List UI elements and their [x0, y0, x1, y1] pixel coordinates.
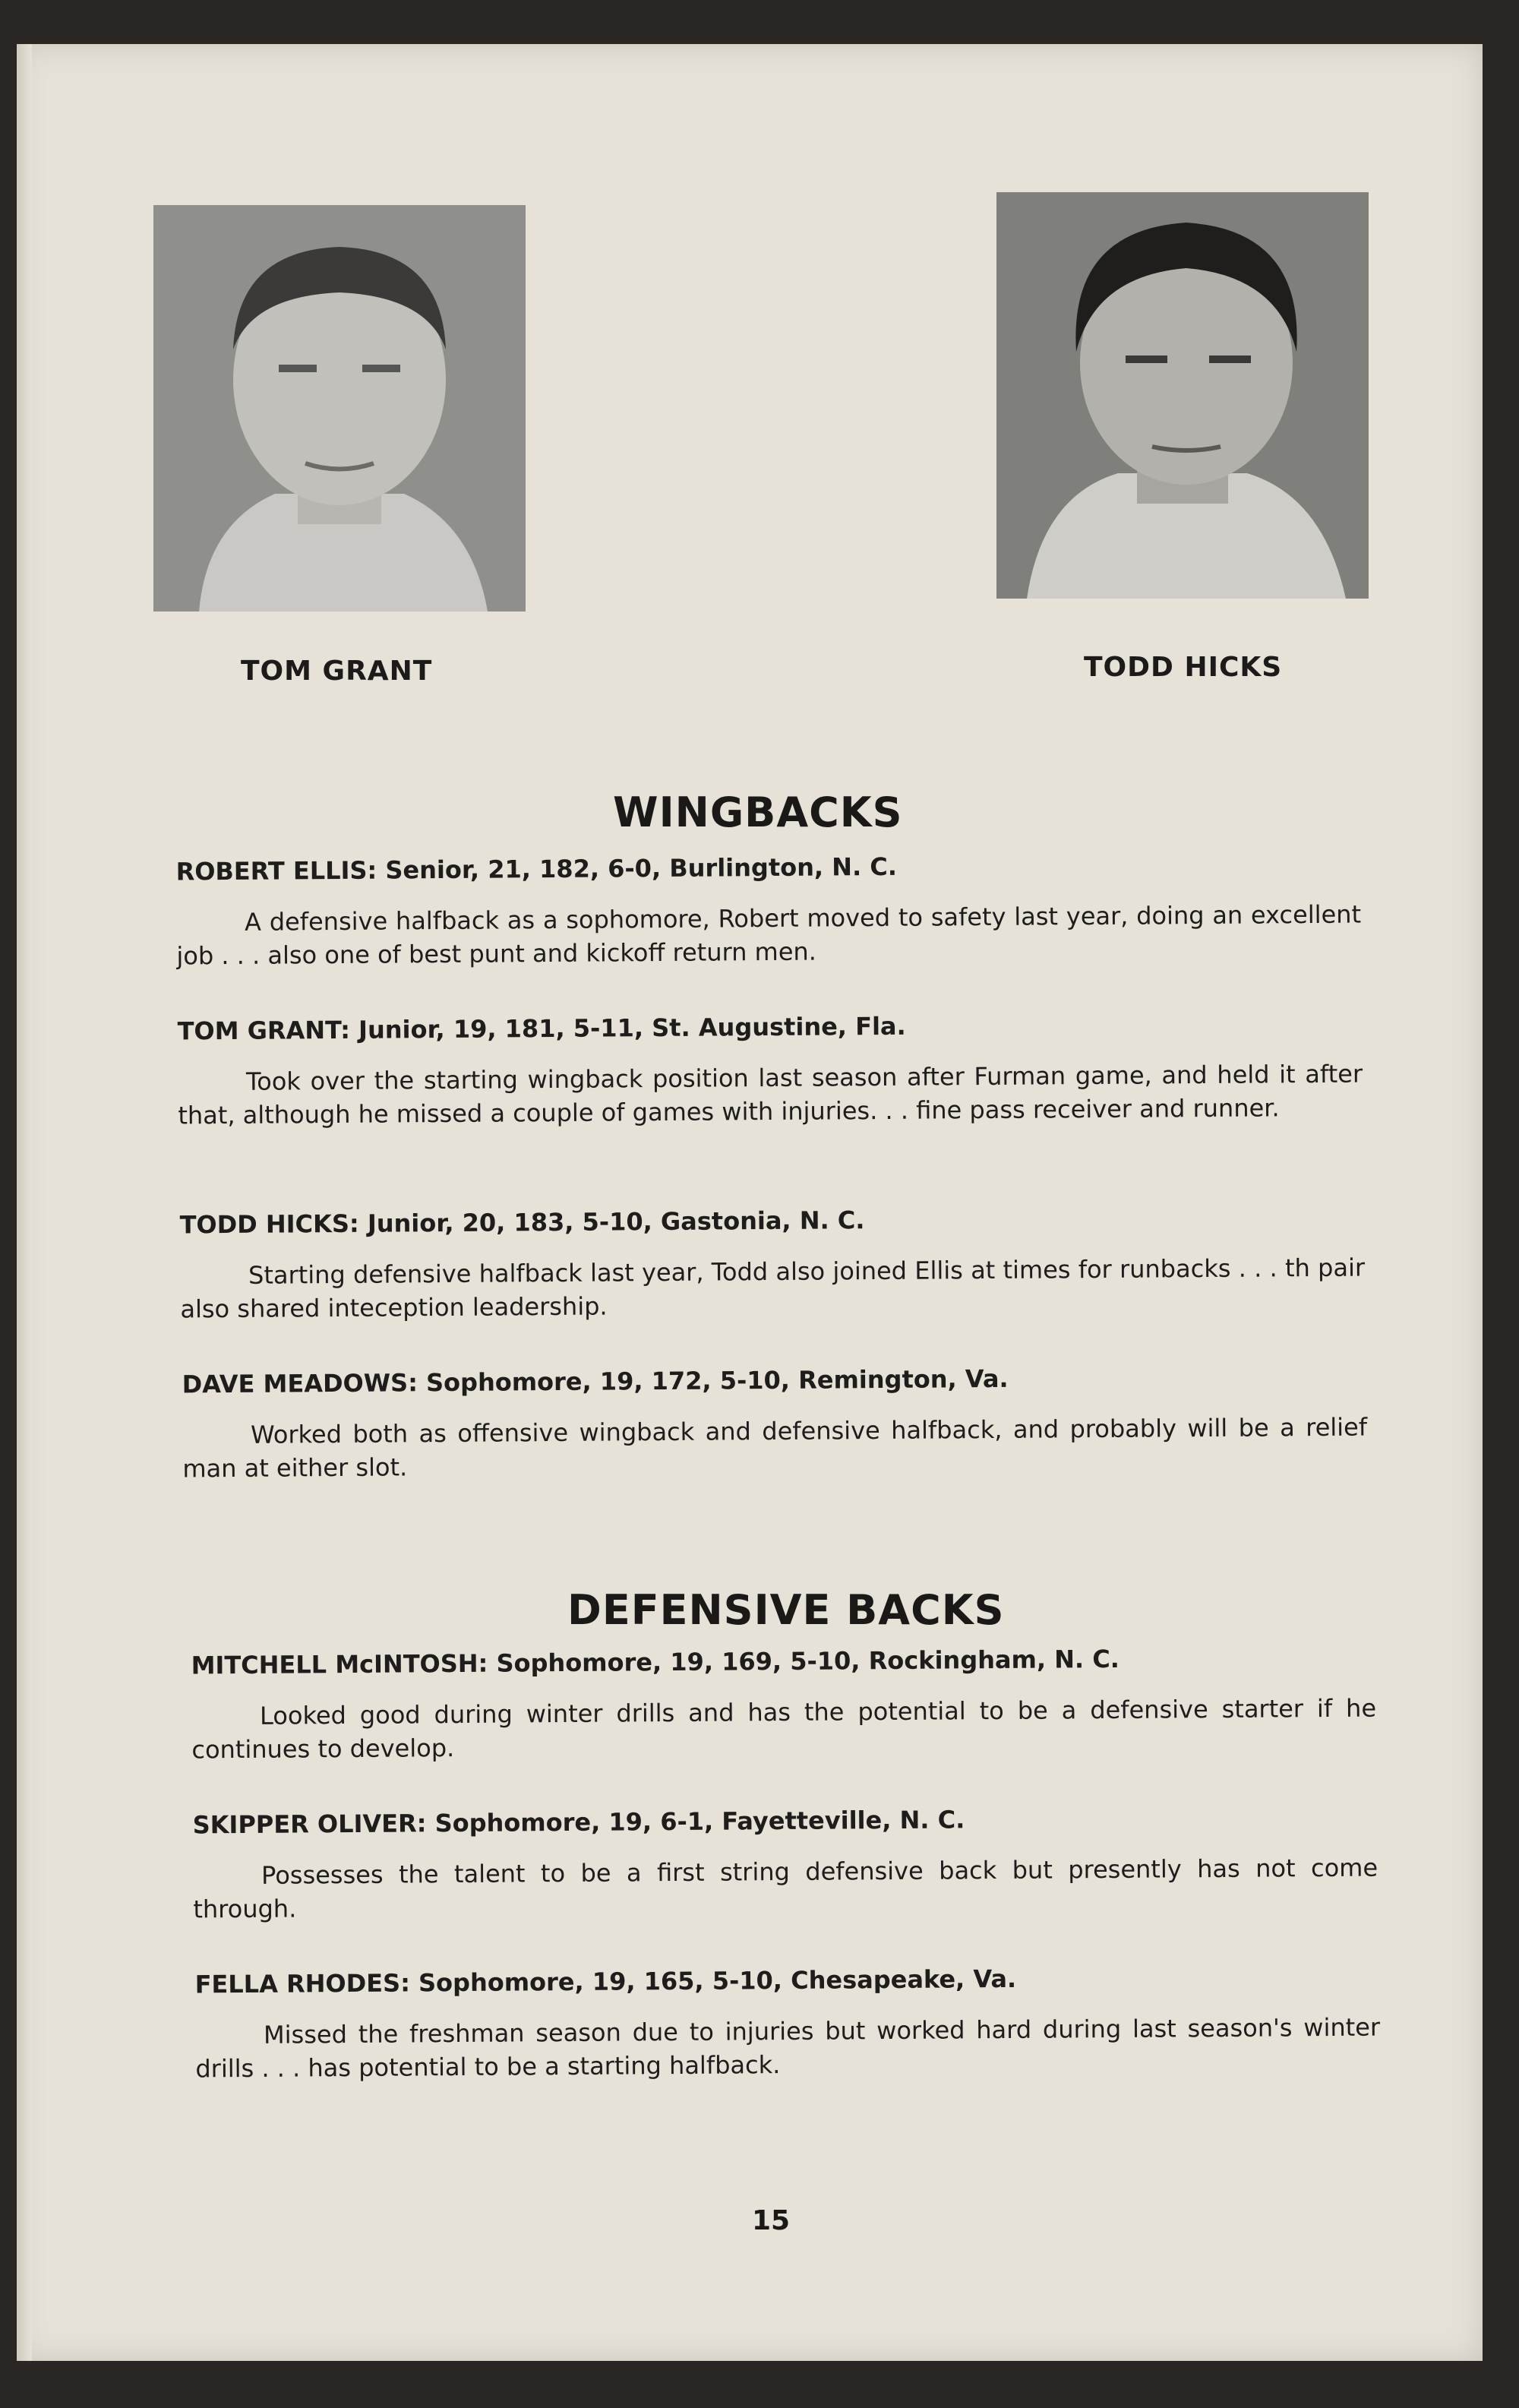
- player-name-line: ROBERT ELLIS: Senior, 21, 182, 6-0, Burlington, N. C.: [175, 852, 898, 886]
- player-description: Worked both as offensive wingback and defensive halfback, and probably will be a relief man at either slot.: [182, 1412, 1368, 1484]
- player-name-line: DAVE MEADOWS: Sophomore, 19, 172, 5-10, Remington, Va.: [182, 1364, 1009, 1399]
- page-number: 15: [752, 2205, 791, 2236]
- player-photo-tom-grant: [153, 205, 526, 611]
- player-entry-robert-ellis: [175, 849, 1361, 973]
- player-entry-todd-hicks: [179, 1202, 1365, 1326]
- player-description: Took over the starting wingback position last season after Furman game, and held it after that, although he missed a couple of games with injuries. . . fine pass receiver and runner.: [178, 1059, 1363, 1130]
- player-entry-tom-grant: [177, 1009, 1363, 1133]
- player-description: A defensive halfback as a sophomore, Robert moved to safety last year, doing an excellent job . . . also one of best punt and kickoff return men.: [176, 899, 1362, 971]
- player-name-line: FELLA RHODES: Sophomore, 19, 165, 5-10, Chesapeake, Va.: [194, 1964, 1017, 1999]
- player-description: Starting defensive halfback last year, Todd also joined Ellis at times for runbacks . . . th pair also shared inteception leadership.: [180, 1253, 1366, 1324]
- photo-caption-tom-grant: TOM GRANT: [241, 656, 433, 687]
- player-description: Missed the freshman season due to injuries but worked hard during last season's winter drills . . . has potential to be a starting halfback.: [195, 2012, 1381, 2084]
- player-entry-skipper-oliver: [192, 1803, 1378, 1926]
- page-binding-edge: [17, 44, 32, 2361]
- player-name-line: SKIPPER OLIVER: Sophomore, 19, 6-1, Fayetteville, N. C.: [192, 1805, 965, 1840]
- player-entry-mitchell-mcintosh: [191, 1643, 1376, 1767]
- photo-caption-todd-hicks: TODD HICKS: [1084, 652, 1283, 683]
- player-description: Looked good during winter drills and has the potential to be a defensive starter if he continues to develop.: [191, 1693, 1377, 1765]
- player-photo-todd-hicks: [996, 192, 1369, 599]
- player-name-line: TOM GRANT: Junior, 19, 181, 5-11, St. Augustine, Fla.: [177, 1011, 906, 1046]
- player-entry-dave-meadows: [182, 1362, 1367, 1486]
- player-name-line: TODD HICKS: Junior, 20, 183, 5-10, Gastonia, N. C.: [179, 1206, 865, 1240]
- player-name-line: MITCHELL McINTOSH: Sophomore, 19, 169, 5-10, Rockingham, N. C.: [191, 1644, 1120, 1680]
- booklet-page: [17, 44, 1483, 2361]
- player-entry-fella-rhodes: [194, 1962, 1380, 2086]
- section-heading-wingbacks: WINGBACKS: [613, 788, 903, 836]
- player-description: Possesses the talent to be a first string defensive back but presently has not come through.: [193, 1853, 1378, 1924]
- section-heading-defensive-backs: DEFENSIVE BACKS: [567, 1586, 1005, 1634]
